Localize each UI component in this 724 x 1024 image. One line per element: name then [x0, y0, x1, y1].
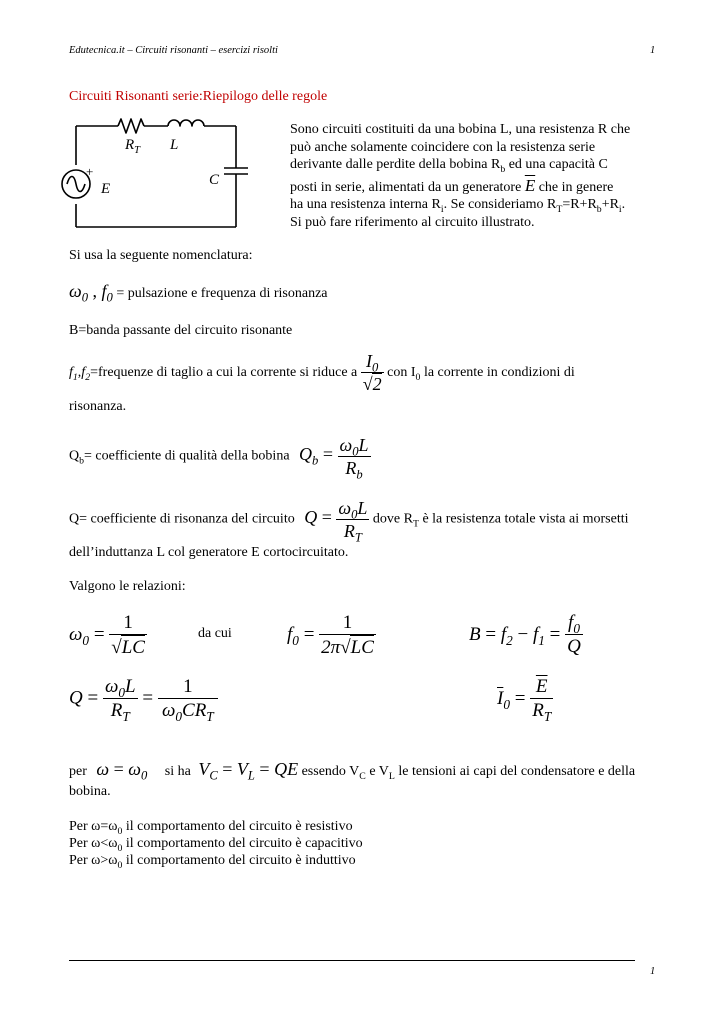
relations-heading: Valgono le relazioni:	[69, 579, 186, 594]
da-cui-text: da cui	[198, 626, 232, 641]
formula-band: $B = f_2 - f_1$ = $\frac{f_0}{Q}$	[469, 612, 581, 657]
header-title: Edutecnica.it – Circuiti risonanti – esercizi risolti	[69, 45, 278, 56]
footer-divider	[69, 960, 635, 961]
definition-band: B=banda passante del circuito risonante	[69, 323, 293, 338]
quality-factor-coil: $Q_b=$ coefficiente di qualità della bobina $Q_b$ = $\frac{\omega_0L}{R_b}$	[69, 435, 369, 482]
formula-q: Q = $\frac{\omega_0L}{R_T}$ = $\frac{1}{\omega_0CR_T}$	[69, 675, 218, 722]
formula-omega0: $\omega_0$ = $\frac{1}{√LC}$	[69, 612, 145, 658]
behaviour-list	[69, 818, 363, 869]
nomenclature-heading: Si usa la seguente nomenclatura:	[69, 248, 253, 263]
circuit-label-e: E	[101, 181, 111, 197]
circuit-label-plus: +	[86, 164, 94, 179]
behaviour-inductive: Per $\omega>\omega_0$ il comportamento del circuito è induttivo	[69, 853, 356, 871]
footer-page-number: 1	[650, 966, 656, 977]
intro-paragraph: Sono circuiti costituiti da una bobina L, una resistenza R che può anche solamente coincidere con la resistenza serie derivante dalle perdite della bobina $R_b$ ed una capacità C posti in serie, alimentati da un generatore $\overline{E}$ che in genere ha una resistenza interna $R_i$. Se consideriamo $R_T=R+R_b+R_i$. Si può fare riferimento al circuito illustrato.	[290, 122, 631, 230]
behaviour-resistive: Per $\omega=\omega_0$ il comportamento del circuito è resistivo	[69, 819, 353, 837]
definition-omega-f0: $\omega_0$ , $f_0$ = pulsazione e frequenza di risonanza	[69, 281, 328, 305]
behaviour-capacitive: Per $\omega<\omega_0$ il comportamento del circuito è capacitivo	[69, 836, 363, 854]
circuit-label-c: C	[209, 172, 220, 188]
circuit-label-rt: $R_T$	[125, 137, 141, 156]
definition-cutoff-line2: risonanza.	[69, 399, 127, 414]
definition-cutoff-frequencies: $f_1,f_2=frequenze$ di taglio a cui la corrente si riduce a $\frac{I_0}{√2}$ con $I_0$ la corrente in condizioni di	[69, 351, 575, 394]
resonance-coefficient: Q= coefficiente di risonanza del circuito Q = $\frac{\omega_0L}{R_T}$ dove $R_T$ è la resistenza totale vista ai morsetti	[69, 498, 629, 545]
header-page-number: 1	[650, 45, 656, 56]
formula-i0: $\overline{I}_0$ = $\frac{\overline{E}}{R_T}$	[497, 676, 552, 724]
resonance-voltage-line2: bobina.	[69, 784, 111, 799]
resonance-voltage-statement: per $\omega = \omega_0$ si ha $V_C = V_L$ = QE essendo $V_C$ e $V_L$ le tensioni ai capi del condensatore e della	[69, 759, 636, 783]
resonance-coefficient-line2: dell’induttanza L col generatore E cortocircuitato.	[69, 545, 349, 560]
circuit-label-l: L	[170, 137, 179, 153]
page-title: Circuiti Risonanti serie:Riepilogo delle regole	[69, 89, 328, 104]
formula-f0: $f_0$ = $\frac{1}{2\pi√LC}$	[287, 612, 374, 658]
